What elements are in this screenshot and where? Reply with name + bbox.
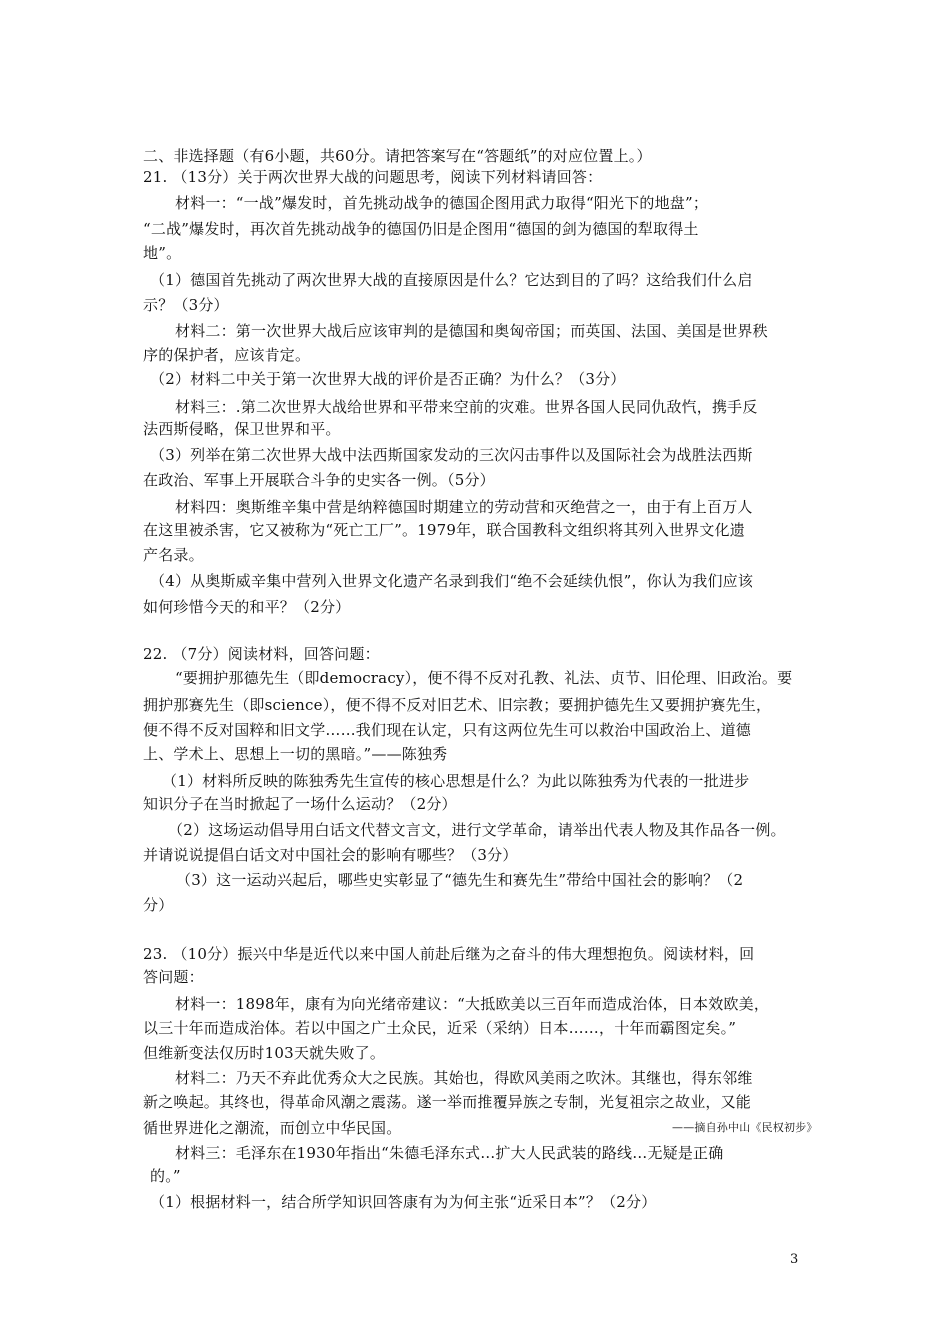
q21-material-4-line-1: 材料四：奥斯维辛集中营是纳粹德国时期建立的劳动营和灭绝营之一，由于有上百万人 [175, 498, 753, 516]
q23-material-3-line-2: 的。” [150, 1167, 181, 1185]
q21-sub-1-line-2: 示？（3分） [143, 296, 229, 314]
q22-quote-line-4: 上、学术上、思想上一切的黑暗。”——陈独秀 [143, 745, 448, 763]
q21-material-1-line-1: 材料一：“一战”爆发时，首先挑动战争的德国企图用武力取得“阳光下的地盘”； [175, 194, 709, 212]
q22-sub-2-line-2: 并请说说提倡白话文对中国社会的影响有哪些？（3分） [143, 846, 518, 864]
q21-material-4-line-3: 产名录。 [143, 546, 204, 564]
q21-material-1-line-2: “二战”爆发时，再次首先挑动战争的德国仍旧是企图用“德国的剑为德国的犁取得土 [143, 220, 699, 238]
q22-quote-line-2: 拥护那赛先生（即science），便不得不反对旧艺术、旧宗教；要拥护德先生又要拥护赛先生， [143, 696, 772, 714]
q21-material-2-line-2: 序的保护者，应该肯定。 [143, 346, 311, 364]
q23-material-1-line-2: 以三十年而造成治体。若以中国之广土众民，近采（采纳）日本……，十年而霸图定矣。” [143, 1019, 737, 1037]
question-23-stem-line-1: 23. （10分）振兴中华是近代以来中国人前赴后继为之奋斗的伟大理想抱负。阅读材料，回 [143, 945, 755, 963]
q22-quote-line-3: 便不得不反对国粹和旧文学……我们现在认定，只有这两位先生可以救治中国政治上、道德 [143, 721, 752, 739]
q23-material-2-line-3: 循世界进化之潮流，而创立中华民国。 [143, 1119, 402, 1137]
q23-sub-1: （1）根据材料一，结合所学知识回答康有为为何主张“近采日本”？（2分） [150, 1193, 657, 1211]
q21-material-2-line-1: 材料二：第一次世界大战后应该审判的是德国和奥匈帝国；而英国、法国、美国是世界秩 [175, 322, 768, 340]
q22-sub-3-line-1: （3）这一运动兴起后，哪些史实彰显了“德先生和赛先生”带给中国社会的影响？（2 [176, 871, 744, 889]
page-number: 3 [790, 1252, 799, 1267]
q23-material-3-line-1: 材料三：毛泽东在1930年指出“朱德毛泽东式…扩大人民武装的路线…无疑是正确 [175, 1144, 724, 1162]
question-21-stem: 21. （13分）关于两次世界大战的问题思考，阅读下列材料请回答： [143, 168, 603, 186]
q21-sub-3-line-1: （3）列举在第二次世界大战中法西斯国家发动的三次闪击事件以及国际社会为战胜法西斯 [150, 446, 753, 464]
q21-material-3-line-1: 材料三：.第二次世界大战给世界和平带来空前的灾难。世界各国人民同仇敌忾，携手反 [175, 398, 758, 416]
q22-sub-1-line-2: 知识分子在当时掀起了一场什么运动？（2分） [143, 795, 457, 813]
q23-material-2-source: ——摘自孙中山《民权初步》 [672, 1121, 818, 1134]
section-heading: 二、非选择题（有6小题，共60分。请把答案写在“答题纸”的对应位置上。） [143, 147, 652, 165]
question-22-stem: 22. （7分）阅读材料，回答问题： [143, 645, 380, 663]
q21-sub-3-line-2: 在政治、军事上开展联合斗争的史实各一例。（5分） [143, 471, 495, 489]
q22-quote-line-1: “要拥护那德先生（即democracy），便不得不反对孔教、礼法、贞节、旧伦理、旧政治。要 [175, 669, 793, 687]
q22-sub-1-line-1: （1）材料所反映的陈独秀先生宣传的核心思想是什么？为此以陈独秀为代表的一批进步 [162, 772, 750, 790]
q23-material-1-line-3: 但维新变法仅历时103天就失败了。 [143, 1044, 386, 1062]
q21-sub-4-line-2: 如何珍惜今天的和平？（2分） [143, 598, 351, 616]
q21-material-1-line-3: 地”。 [143, 244, 182, 262]
question-23-stem-line-2: 答问题： [143, 968, 204, 986]
q21-material-3-line-2: 法西斯侵略，保卫世界和平。 [143, 420, 341, 438]
q21-sub-1-line-1: （1）德国首先挑动了两次世界大战的直接原因是什么？它达到目的了吗？这给我们什么启 [150, 271, 753, 289]
q23-material-1-line-1: 材料一：1898年，康有为向光绪帝建议：“大抵欧美以三百年而造成治体，日本效欧美， [175, 995, 770, 1013]
q23-material-2-line-1: 材料二：乃天不弃此优秀众大之民族。其始也，得欧风美雨之吹沐。其继也，得东邻维 [175, 1069, 753, 1087]
q23-material-2-line-2: 新之唤起。其终也，得革命风潮之震荡。遂一举而推覆异族之专制，光复祖宗之故业，又能 [143, 1093, 752, 1111]
q22-sub-3-line-2: 分） [143, 896, 174, 914]
q21-material-4-line-2: 在这里被杀害，它又被称为“死亡工厂”。1979年，联合国教科文组织将其列入世界文化遗 [143, 521, 745, 539]
q21-sub-2: （2）材料二中关于第一次世界大战的评价是否正确？为什么？（3分） [150, 370, 626, 388]
q22-sub-2-line-1: （2）这场运动倡导用白话文代替文言文，进行文学革命，请举出代表人物及其作品各一例。 [168, 821, 786, 839]
q21-sub-4-line-1: （4）从奥斯威辛集中营列入世界文化遗产名录到我们“绝不会延续仇恨”，你认为我们应该 [150, 572, 754, 590]
